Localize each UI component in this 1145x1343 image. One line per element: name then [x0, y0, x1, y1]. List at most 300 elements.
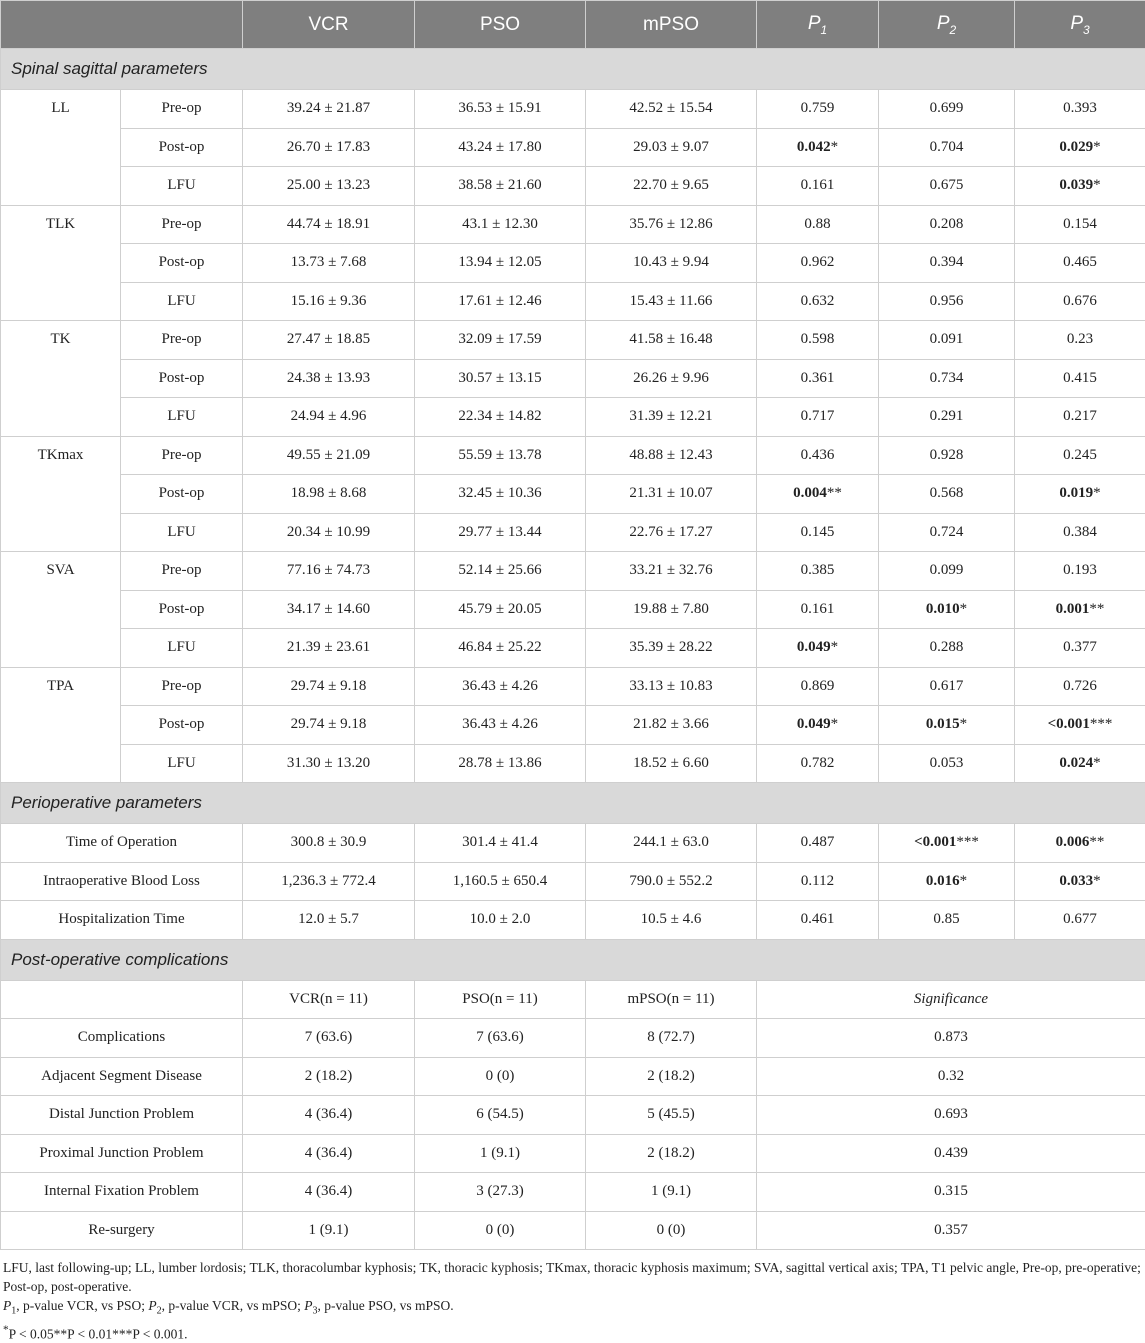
- mpso-value: 21.82 ± 3.66: [586, 706, 757, 745]
- significance-value: 0.439: [757, 1134, 1145, 1173]
- stage-label: Pre-op: [121, 552, 243, 591]
- p-value: 0.019: [1059, 485, 1093, 501]
- p-value: 0.024: [1059, 755, 1093, 771]
- table-row: [1, 1134, 1145, 1173]
- p3-cell: [1015, 629, 1145, 668]
- table-row: [1, 1211, 1145, 1250]
- p2-cell: [879, 282, 1015, 321]
- vcr-value: 24.38 ± 13.93: [243, 359, 415, 398]
- table-row: [1, 1173, 1145, 1212]
- table-row: [1, 901, 1145, 940]
- p-value: 0.704: [930, 139, 964, 155]
- p-value: 0.015: [926, 716, 960, 732]
- pso-value: 22.34 ± 14.82: [415, 398, 586, 437]
- significance-value: 0.873: [757, 1019, 1145, 1058]
- table-row: [1, 590, 1145, 629]
- pso-value: 46.84 ± 25.22: [415, 629, 586, 668]
- header-mpso: mPSO: [586, 1, 757, 49]
- pso-value: 301.4 ± 41.4: [415, 824, 586, 863]
- table-row: [1, 1057, 1145, 1096]
- p-value: 0.465: [1063, 254, 1097, 270]
- p2-cell: [879, 824, 1015, 863]
- parameter-name: TKmax: [1, 436, 121, 552]
- complication-name: Complications: [1, 1019, 243, 1058]
- p-value: 0.717: [801, 408, 835, 424]
- p-value: 0.869: [801, 678, 835, 694]
- significance-value: 0.693: [757, 1096, 1145, 1135]
- significance-mark: *: [831, 139, 839, 155]
- p2-cell: [879, 359, 1015, 398]
- vcr-value: 1 (9.1): [243, 1211, 415, 1250]
- mpso-value: 22.76 ± 17.27: [586, 513, 757, 552]
- p-value: 0.675: [930, 177, 964, 193]
- parameter-name: TK: [1, 321, 121, 437]
- table-row: [1, 321, 1145, 360]
- p1-cell: [757, 744, 879, 783]
- p-value: 0.782: [801, 755, 835, 771]
- p1-cell: [757, 475, 879, 514]
- vcr-value: 20.34 ± 10.99: [243, 513, 415, 552]
- complication-name: Internal Fixation Problem: [1, 1173, 243, 1212]
- p3-cell: [1015, 359, 1145, 398]
- p3-cell: [1015, 436, 1145, 475]
- p2-cell: [879, 862, 1015, 901]
- p3-cell: [1015, 901, 1145, 940]
- p-value: 0.726: [1063, 678, 1097, 694]
- p-value: 0.384: [1063, 524, 1097, 540]
- mpso-value: 0 (0): [586, 1211, 757, 1250]
- vcr-value: 2 (18.2): [243, 1057, 415, 1096]
- pso-value: 10.0 ± 2.0: [415, 901, 586, 940]
- p-value: <0.001: [914, 834, 956, 850]
- p2-cell: [879, 205, 1015, 244]
- p1-cell: [757, 90, 879, 129]
- stage-label: Post-op: [121, 475, 243, 514]
- pso-value: 55.59 ± 13.78: [415, 436, 586, 475]
- p2-cell: [879, 706, 1015, 745]
- mpso-value: 26.26 ± 9.96: [586, 359, 757, 398]
- mpso-value: 33.13 ± 10.83: [586, 667, 757, 706]
- complication-name: Re-surgery: [1, 1211, 243, 1250]
- p-value: 0.042: [797, 139, 831, 155]
- p3-cell: [1015, 282, 1145, 321]
- p-value: 0.112: [801, 873, 834, 889]
- vcr-value: 44.74 ± 18.91: [243, 205, 415, 244]
- mpso-value: 31.39 ± 12.21: [586, 398, 757, 437]
- parameter-name: TLK: [1, 205, 121, 321]
- table-row: [1, 706, 1145, 745]
- vcr-value: 21.39 ± 23.61: [243, 629, 415, 668]
- p2-cell: [879, 629, 1015, 668]
- mpso-value: 2 (18.2): [586, 1057, 757, 1096]
- p-value: 0.161: [801, 177, 835, 193]
- p-value: 0.039: [1059, 177, 1093, 193]
- p-value: 0.928: [930, 447, 964, 463]
- p3-cell: [1015, 667, 1145, 706]
- stage-label: Pre-op: [121, 90, 243, 129]
- mpso-value: 18.52 ± 6.60: [586, 744, 757, 783]
- significance-mark: *: [831, 716, 839, 732]
- p2-cell: [879, 901, 1015, 940]
- p-value: 0.377: [1063, 639, 1097, 655]
- significance-mark: *: [831, 639, 839, 655]
- pso-value: 17.61 ± 12.46: [415, 282, 586, 321]
- pso-value: 45.79 ± 20.05: [415, 590, 586, 629]
- vcr-value: 31.30 ± 13.20: [243, 744, 415, 783]
- table-row: [1, 862, 1145, 901]
- vcr-value: 1,236.3 ± 772.4: [243, 862, 415, 901]
- header-vcr: VCR: [243, 1, 415, 49]
- p-value: 0.016: [926, 873, 960, 889]
- pso-value: 30.57 ± 13.15: [415, 359, 586, 398]
- p3-cell: [1015, 590, 1145, 629]
- p-value: 0.385: [801, 562, 835, 578]
- p1-cell: [757, 359, 879, 398]
- significance-mark: ***: [956, 834, 979, 850]
- mpso-value: 5 (45.5): [586, 1096, 757, 1135]
- p-value: 0.632: [801, 293, 835, 309]
- p-value: 0.091: [930, 331, 964, 347]
- p-value: 0.699: [930, 100, 964, 116]
- p-value: 0.677: [1063, 911, 1097, 927]
- p-value: 0.361: [801, 370, 835, 386]
- vcr-value: 13.73 ± 7.68: [243, 244, 415, 283]
- significance-mark: *: [960, 716, 968, 732]
- p3-cell: [1015, 398, 1145, 437]
- significance-header: Significance: [757, 980, 1145, 1019]
- p-value: 0.568: [930, 485, 964, 501]
- p1-cell: [757, 436, 879, 475]
- table-row: [1, 475, 1145, 514]
- vcr-value: 4 (36.4): [243, 1096, 415, 1135]
- table-row: [1, 205, 1145, 244]
- pso-value: 7 (63.6): [415, 1019, 586, 1058]
- table-row: [1, 824, 1145, 863]
- stage-label: Post-op: [121, 706, 243, 745]
- p-value: 0.676: [1063, 293, 1097, 309]
- pso-value: 1 (9.1): [415, 1134, 586, 1173]
- p1-cell: [757, 321, 879, 360]
- p1-cell: [757, 167, 879, 206]
- pso-value: 36.43 ± 4.26: [415, 667, 586, 706]
- p-value: 0.487: [801, 834, 835, 850]
- p1-cell: [757, 590, 879, 629]
- p2-cell: [879, 667, 1015, 706]
- vcr-value: 25.00 ± 13.23: [243, 167, 415, 206]
- p-value: 0.154: [1063, 216, 1097, 232]
- footnote-significance: *P < 0.05**P < 0.01***P < 0.001.: [3, 1321, 1143, 1343]
- p2-cell: [879, 90, 1015, 129]
- mpso-value: 33.21 ± 32.76: [586, 552, 757, 591]
- pso-value: 29.77 ± 13.44: [415, 513, 586, 552]
- pso-value: 0 (0): [415, 1057, 586, 1096]
- p-value: 0.598: [801, 331, 835, 347]
- stage-label: Post-op: [121, 244, 243, 283]
- blank-cell: [1, 980, 243, 1019]
- table-row: [1, 244, 1145, 283]
- p2-cell: [879, 552, 1015, 591]
- mpso-value: 1 (9.1): [586, 1173, 757, 1212]
- p2-cell: [879, 590, 1015, 629]
- section-spinal: [1, 49, 1145, 90]
- p1-cell: [757, 282, 879, 321]
- parameter-name: TPA: [1, 667, 121, 783]
- header-p1: $P_1$: [757, 1, 879, 49]
- mpso-value: 22.70 ± 9.65: [586, 167, 757, 206]
- p-value: 0.415: [1063, 370, 1097, 386]
- vcr-value: 300.8 ± 30.9: [243, 824, 415, 863]
- mpso-value: 35.39 ± 28.22: [586, 629, 757, 668]
- stage-label: LFU: [121, 744, 243, 783]
- p1-cell: [757, 862, 879, 901]
- header-row: [1, 1, 1145, 49]
- table-row: [1, 552, 1145, 591]
- p2-cell: [879, 128, 1015, 167]
- mpso-value: 48.88 ± 12.43: [586, 436, 757, 475]
- section-complications: [1, 939, 1145, 980]
- p2-cell: [879, 436, 1015, 475]
- p-value: 0.724: [930, 524, 964, 540]
- mpso-value: 21.31 ± 10.07: [586, 475, 757, 514]
- table-row: [1, 629, 1145, 668]
- stage-label: Post-op: [121, 590, 243, 629]
- p1-cell: [757, 901, 879, 940]
- significance-value: 0.32: [757, 1057, 1145, 1096]
- p-value: 0.145: [801, 524, 835, 540]
- significance-mark: *: [1093, 139, 1101, 155]
- mpso-value: 35.76 ± 12.86: [586, 205, 757, 244]
- pso-value: 0 (0): [415, 1211, 586, 1250]
- significance-mark: ***: [1090, 716, 1113, 732]
- p-value: 0.049: [797, 716, 831, 732]
- p-value: 0.029: [1059, 139, 1093, 155]
- significance-mark: *: [1093, 873, 1101, 889]
- header-p2: $P_2$: [879, 1, 1015, 49]
- vcr-value: 77.16 ± 74.73: [243, 552, 415, 591]
- vcr-value: 29.74 ± 9.18: [243, 667, 415, 706]
- vcr-value: 29.74 ± 9.18: [243, 706, 415, 745]
- p-value: 0.88: [804, 216, 830, 232]
- significance-mark: **: [827, 485, 842, 501]
- p3-cell: [1015, 167, 1145, 206]
- stage-label: Pre-op: [121, 436, 243, 475]
- p1-cell: [757, 205, 879, 244]
- parameter-name: SVA: [1, 552, 121, 668]
- vcr-header: VCR(n = 11): [243, 980, 415, 1019]
- p-value: 0.436: [801, 447, 835, 463]
- section-title: Post-operative complications: [1, 939, 1145, 980]
- pso-value: 28.78 ± 13.86: [415, 744, 586, 783]
- p-value: 0.956: [930, 293, 964, 309]
- table-row: [1, 167, 1145, 206]
- pso-value: 1,160.5 ± 650.4: [415, 862, 586, 901]
- parameter-name: Intraoperative Blood Loss: [1, 862, 243, 901]
- table-row: [1, 282, 1145, 321]
- footnote-abbreviations: LFU, last following-up; LL, lumber lordosis; TLK, thoracolumbar kyphosis; TK, thoracic kyphosis; TKmax, thoracic kyphosis maximum; SVA, sagittal vertical axis; TPA, T1 pelvic angle, Pre-op, pre-operative; Post-op, post-operative.: [3, 1258, 1143, 1296]
- mpso-value: 29.03 ± 9.07: [586, 128, 757, 167]
- section-title: Perioperative parameters: [1, 783, 1145, 824]
- pso-value: 3 (27.3): [415, 1173, 586, 1212]
- vcr-value: 15.16 ± 9.36: [243, 282, 415, 321]
- pso-value: 13.94 ± 12.05: [415, 244, 586, 283]
- p-value: 0.033: [1059, 873, 1093, 889]
- p1-cell: [757, 629, 879, 668]
- p3-cell: [1015, 862, 1145, 901]
- vcr-value: 34.17 ± 14.60: [243, 590, 415, 629]
- p2-cell: [879, 475, 1015, 514]
- p1-cell: [757, 513, 879, 552]
- p-value: 0.049: [797, 639, 831, 655]
- table-row: [1, 667, 1145, 706]
- p-value: 0.006: [1056, 834, 1090, 850]
- p-value: 0.393: [1063, 100, 1097, 116]
- mpso-value: 19.88 ± 7.80: [586, 590, 757, 629]
- significance-mark: **: [1089, 601, 1104, 617]
- complication-name: Adjacent Segment Disease: [1, 1057, 243, 1096]
- pso-value: 32.09 ± 17.59: [415, 321, 586, 360]
- pso-value: 43.24 ± 17.80: [415, 128, 586, 167]
- complications-header-row: [1, 980, 1145, 1019]
- vcr-value: 7 (63.6): [243, 1019, 415, 1058]
- table-footnotes: [3, 1258, 1143, 1343]
- mpso-value: 790.0 ± 552.2: [586, 862, 757, 901]
- pso-value: 36.43 ± 4.26: [415, 706, 586, 745]
- vcr-value: 26.70 ± 17.83: [243, 128, 415, 167]
- stage-label: Pre-op: [121, 321, 243, 360]
- p3-cell: [1015, 824, 1145, 863]
- stage-label: Pre-op: [121, 205, 243, 244]
- p2-cell: [879, 398, 1015, 437]
- complication-name: Distal Junction Problem: [1, 1096, 243, 1135]
- p-value: 0.099: [930, 562, 964, 578]
- stage-label: Pre-op: [121, 667, 243, 706]
- mpso-value: 2 (18.2): [586, 1134, 757, 1173]
- p3-cell: [1015, 475, 1145, 514]
- p2-cell: [879, 321, 1015, 360]
- mpso-value: 10.5 ± 4.6: [586, 901, 757, 940]
- p-value: 0.617: [930, 678, 964, 694]
- vcr-value: 24.94 ± 4.96: [243, 398, 415, 437]
- table-row: [1, 1096, 1145, 1135]
- p1-cell: [757, 128, 879, 167]
- significance-mark: **: [1089, 834, 1104, 850]
- pso-value: 43.1 ± 12.30: [415, 205, 586, 244]
- p-value: 0.217: [1063, 408, 1097, 424]
- complication-name: Proximal Junction Problem: [1, 1134, 243, 1173]
- header-blank: [1, 1, 243, 49]
- parameter-name: Hospitalization Time: [1, 901, 243, 940]
- pso-value: 32.45 ± 10.36: [415, 475, 586, 514]
- table-row: [1, 1019, 1145, 1058]
- vcr-value: 4 (36.4): [243, 1173, 415, 1212]
- p2-cell: [879, 744, 1015, 783]
- p1-cell: [757, 667, 879, 706]
- parameter-name: LL: [1, 90, 121, 206]
- significance-mark: *: [1093, 755, 1101, 771]
- table-row: [1, 398, 1145, 437]
- p2-cell: [879, 244, 1015, 283]
- p3-cell: [1015, 552, 1145, 591]
- vcr-value: 39.24 ± 21.87: [243, 90, 415, 129]
- pso-value: 36.53 ± 15.91: [415, 90, 586, 129]
- p-value: 0.461: [801, 911, 835, 927]
- mpso-value: 10.43 ± 9.94: [586, 244, 757, 283]
- p3-cell: [1015, 128, 1145, 167]
- p1-cell: [757, 706, 879, 745]
- mpso-header: mPSO(n = 11): [586, 980, 757, 1019]
- p-value: 0.010: [926, 601, 960, 617]
- p1-cell: [757, 398, 879, 437]
- p3-cell: [1015, 744, 1145, 783]
- significance-mark: *: [1093, 485, 1101, 501]
- p3-cell: [1015, 706, 1145, 745]
- significance-mark: *: [1093, 177, 1101, 193]
- p-value: 0.23: [1067, 331, 1093, 347]
- p-value: 0.208: [930, 216, 964, 232]
- section-perioperative: [1, 783, 1145, 824]
- p1-cell: [757, 552, 879, 591]
- table-row: [1, 436, 1145, 475]
- p1-cell: [757, 244, 879, 283]
- mpso-value: 244.1 ± 63.0: [586, 824, 757, 863]
- vcr-value: 12.0 ± 5.7: [243, 901, 415, 940]
- mpso-value: 41.58 ± 16.48: [586, 321, 757, 360]
- table-row: [1, 744, 1145, 783]
- p2-cell: [879, 513, 1015, 552]
- stage-label: Post-op: [121, 359, 243, 398]
- table-row: [1, 128, 1145, 167]
- p-value: 0.245: [1063, 447, 1097, 463]
- p-value: 0.004: [793, 485, 827, 501]
- p-value: 0.734: [930, 370, 964, 386]
- p-value: 0.962: [801, 254, 835, 270]
- vcr-value: 27.47 ± 18.85: [243, 321, 415, 360]
- p-value: 0.001: [1056, 601, 1090, 617]
- mpso-value: 15.43 ± 11.66: [586, 282, 757, 321]
- vcr-value: 4 (36.4): [243, 1134, 415, 1173]
- stage-label: LFU: [121, 398, 243, 437]
- p-value: 0.193: [1063, 562, 1097, 578]
- p-value: <0.001: [1048, 716, 1090, 732]
- pso-value: 6 (54.5): [415, 1096, 586, 1135]
- significance-value: 0.357: [757, 1211, 1145, 1250]
- pso-value: 52.14 ± 25.66: [415, 552, 586, 591]
- section-title: Spinal sagittal parameters: [1, 49, 1145, 90]
- pso-value: 38.58 ± 21.60: [415, 167, 586, 206]
- stage-label: LFU: [121, 629, 243, 668]
- p3-cell: [1015, 321, 1145, 360]
- table-row: [1, 359, 1145, 398]
- p-value: 0.161: [801, 601, 835, 617]
- mpso-value: 42.52 ± 15.54: [586, 90, 757, 129]
- stage-label: LFU: [121, 513, 243, 552]
- p2-cell: [879, 167, 1015, 206]
- p3-cell: [1015, 205, 1145, 244]
- footnote-p-definitions: $P_1$, p-value VCR, vs PSO; $P_2$, p-value VCR, vs mPSO; $P_3$, p-value PSO, vs mPSO.: [3, 1296, 1143, 1321]
- vcr-value: 49.55 ± 21.09: [243, 436, 415, 475]
- header-pso: PSO: [415, 1, 586, 49]
- p-value: 0.288: [930, 639, 964, 655]
- significance-value: 0.315: [757, 1173, 1145, 1212]
- p-value: 0.85: [933, 911, 959, 927]
- p3-cell: [1015, 244, 1145, 283]
- parameter-name: Time of Operation: [1, 824, 243, 863]
- p-value: 0.394: [930, 254, 964, 270]
- p-value: 0.291: [930, 408, 964, 424]
- significance-mark: *: [960, 873, 968, 889]
- header-p3: $P_3$: [1015, 1, 1145, 49]
- stage-label: LFU: [121, 282, 243, 321]
